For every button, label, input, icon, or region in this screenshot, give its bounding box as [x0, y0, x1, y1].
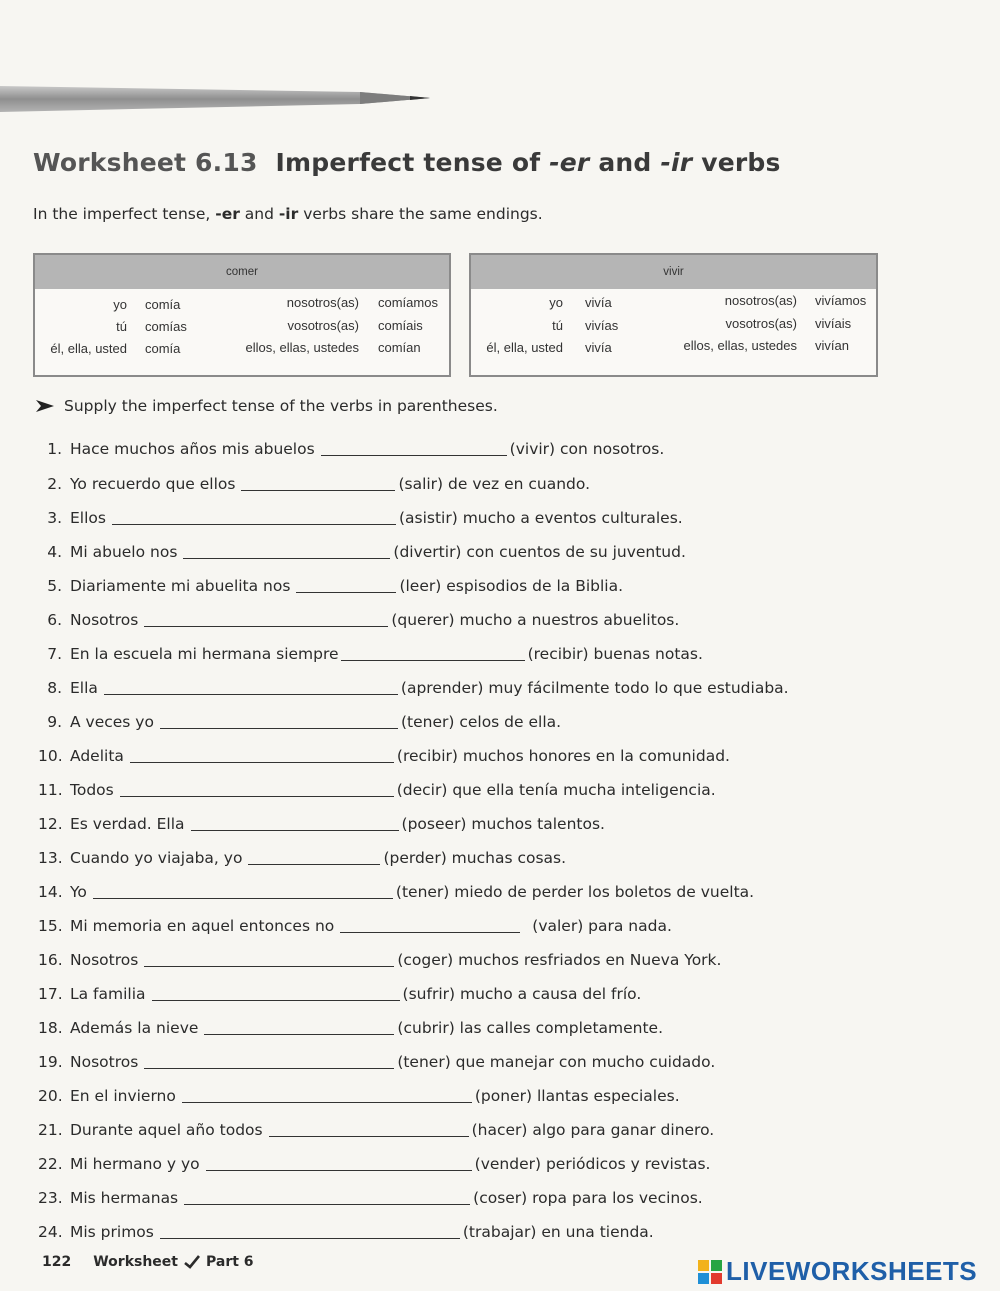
- question-verb-hint: (recibir) muchos honores en la comunidad.: [396, 747, 730, 765]
- question-row: [38, 713, 561, 731]
- instructions-text: Supply the imperfect tense of the verbs in parentheses.: [64, 397, 498, 415]
- question-prompt: Durante aquel año todos: [70, 1121, 263, 1139]
- answer-blank[interactable]: [269, 1122, 469, 1137]
- question-number: 4.: [47, 543, 62, 561]
- pencil-illustration: [0, 84, 430, 114]
- comer-pronoun-vosotros: vosotros(as): [287, 318, 359, 333]
- answer-blank[interactable]: [182, 1088, 472, 1103]
- question-verb-hint: (querer) mucho a nuestros abuelitos.: [391, 611, 680, 629]
- question-number: 3.: [47, 509, 62, 527]
- answer-blank[interactable]: [340, 918, 520, 933]
- question-verb-hint: (perder) muchas cosas.: [383, 849, 567, 867]
- question-prompt: Yo recuerdo que ellos: [70, 475, 236, 493]
- question-row: [38, 849, 566, 867]
- vivir-form-nosotros: vivíamos: [815, 293, 867, 308]
- question-verb-hint: (vivir) con nosotros.: [509, 440, 665, 458]
- vivir-pronoun-yo: yo: [549, 295, 563, 310]
- vivir-form-vosotros: vivíais: [815, 316, 852, 331]
- question-row: [38, 917, 672, 935]
- comer-pronoun-el: él, ella, usted: [50, 341, 127, 356]
- comer-form-tu: comías: [145, 319, 187, 334]
- question-verb-hint: (poner) llantas especiales.: [474, 1087, 680, 1105]
- question-prompt: La familia: [70, 985, 146, 1003]
- question-prompt: Adelita: [70, 747, 124, 765]
- question-row: [38, 781, 716, 799]
- intro-ir: -ir: [278, 205, 299, 223]
- question-verb-hint: (tener) que manejar con mucho cuidado.: [397, 1053, 716, 1071]
- question-prompt: Mi hermano y yo: [70, 1155, 200, 1173]
- answer-blank[interactable]: [104, 680, 398, 695]
- question-row: [38, 611, 679, 629]
- question-prompt: Mi memoria en aquel entonces no: [70, 917, 335, 935]
- question-row: [38, 577, 623, 595]
- answer-blank[interactable]: [296, 578, 396, 593]
- page-number: 122: [42, 1254, 72, 1270]
- question-number: 6.: [47, 611, 62, 629]
- answer-blank[interactable]: [248, 850, 380, 865]
- vivir-conjugation-table: [469, 253, 878, 377]
- vivir-table-header: vivir: [471, 255, 876, 289]
- question-prompt: En el invierno: [70, 1087, 176, 1105]
- vivir-form-tu: vivías: [585, 318, 619, 333]
- comer-pronoun-ellos: ellos, ellas, ustedes: [245, 340, 359, 355]
- worksheet-number: Worksheet 6.13: [33, 148, 258, 177]
- liveworksheets-watermark: [698, 1256, 977, 1287]
- question-number: 11.: [38, 781, 63, 799]
- comer-form-ellos: comían: [378, 340, 421, 355]
- question-row: [38, 1155, 710, 1173]
- question-number: 19.: [38, 1053, 63, 1071]
- answer-blank[interactable]: [204, 1020, 394, 1035]
- question-row: [38, 883, 754, 901]
- question-verb-hint: (coger) muchos resfriados en Nueva York.: [397, 951, 722, 969]
- question-number: 9.: [47, 713, 62, 731]
- question-verb-hint: (decir) que ella tenía mucha inteligencia.: [396, 781, 716, 799]
- footer-part: Part 6: [206, 1254, 254, 1270]
- question-number: 21.: [38, 1121, 63, 1139]
- answer-blank[interactable]: [191, 816, 399, 831]
- question-verb-hint: (aprender) muy fácilmente todo lo que estudiaba.: [400, 679, 789, 697]
- answer-blank[interactable]: [130, 748, 394, 763]
- question-number: 17.: [38, 985, 63, 1003]
- question-prompt: Hace muchos años mis abuelos: [70, 440, 315, 458]
- question-prompt: Además la nieve: [70, 1019, 199, 1037]
- checkmark-icon: [184, 1255, 200, 1269]
- vivir-form-yo: vivía: [585, 295, 612, 310]
- question-verb-hint: (poseer) muchos talentos.: [401, 815, 605, 833]
- title-text-3: verbs: [692, 148, 781, 177]
- question-number: 5.: [47, 577, 62, 595]
- answer-blank[interactable]: [112, 510, 396, 525]
- answer-blank[interactable]: [144, 1054, 394, 1069]
- question-number: 24.: [38, 1223, 63, 1241]
- question-prompt: Nosotros: [70, 611, 139, 629]
- title-text-2: and: [589, 148, 661, 177]
- question-number: 23.: [38, 1189, 63, 1207]
- question-row: [38, 815, 605, 833]
- answer-blank[interactable]: [93, 884, 393, 899]
- question-prompt: Ella: [70, 679, 98, 697]
- vivir-pronoun-tu: tú: [552, 318, 563, 333]
- question-number: 16.: [38, 951, 63, 969]
- vivir-pronoun-vosotros: vosotros(as): [725, 316, 797, 331]
- question-prompt: Nosotros: [70, 951, 139, 969]
- question-number: 1.: [47, 440, 62, 458]
- question-prompt: En la escuela mi hermana siempre: [70, 645, 339, 663]
- question-row: [38, 1053, 715, 1071]
- question-number: 22.: [38, 1155, 63, 1173]
- answer-blank[interactable]: [321, 441, 507, 456]
- question-prompt: Mis hermanas: [70, 1189, 179, 1207]
- question-prompt: Nosotros: [70, 1053, 139, 1071]
- question-number: 15.: [38, 917, 63, 935]
- question-prompt: Yo: [70, 883, 87, 901]
- question-prompt: Ellos: [70, 509, 106, 527]
- question-row: [38, 475, 590, 493]
- question-row: [38, 543, 686, 561]
- question-row: [38, 747, 730, 765]
- footer-label: Worksheet: [93, 1254, 178, 1270]
- comer-form-nosotros: comíamos: [378, 295, 438, 310]
- question-row: [38, 440, 664, 458]
- question-row: [38, 679, 789, 697]
- intro-part-2: and: [239, 205, 279, 223]
- question-number: 10.: [38, 747, 63, 765]
- answer-blank[interactable]: [152, 986, 400, 1001]
- question-number: 8.: [47, 679, 62, 697]
- comer-form-yo: comía: [145, 297, 181, 312]
- question-verb-hint: (trabajar) en una tienda.: [462, 1223, 654, 1241]
- question-verb-hint: (asistir) mucho a eventos culturales.: [398, 509, 683, 527]
- question-verb-hint: (leer) espisodios de la Biblia.: [399, 577, 624, 595]
- answer-blank[interactable]: [160, 1224, 460, 1239]
- question-row: [38, 985, 641, 1003]
- vivir-form-el: vivía: [585, 340, 612, 355]
- question-row: [38, 509, 683, 527]
- question-verb-hint: (salir) de vez en cuando.: [398, 475, 591, 493]
- question-number: 7.: [47, 645, 62, 663]
- question-verb-hint: (hacer) algo para ganar dinero.: [471, 1121, 715, 1139]
- question-verb-hint: (recibir) buenas notas.: [527, 645, 703, 663]
- question-verb-hint: (cubrir) las calles completamente.: [397, 1019, 664, 1037]
- question-prompt: Todos: [70, 781, 114, 799]
- question-row: [38, 1019, 663, 1037]
- vivir-pronoun-nosotros: nosotros(as): [724, 293, 797, 308]
- comer-conjugation-table: [33, 253, 451, 377]
- comer-pronoun-nosotros: nosotros(as): [286, 295, 359, 310]
- question-verb-hint: (sufrir) mucho a causa del frío.: [402, 985, 642, 1003]
- question-prompt: A veces yo: [70, 713, 154, 731]
- question-prompt: Diariamente mi abuelita nos: [70, 577, 291, 595]
- question-row: [38, 1087, 680, 1105]
- watermark-text: LIVEWORKSHEETS: [726, 1256, 978, 1286]
- answer-blank[interactable]: [241, 476, 395, 491]
- answer-blank[interactable]: [183, 544, 390, 559]
- question-number: 14.: [38, 883, 63, 901]
- answer-blank[interactable]: [341, 646, 525, 661]
- question-verb-hint: (vender) periódicos y revistas.: [474, 1155, 711, 1173]
- question-number: 20.: [38, 1087, 63, 1105]
- answer-blank[interactable]: [206, 1156, 472, 1171]
- intro-er: -er: [215, 205, 240, 223]
- liveworksheets-logo-icon: [698, 1260, 722, 1284]
- question-prompt: Es verdad. Ella: [70, 815, 185, 833]
- question-row: [38, 951, 721, 969]
- question-prompt: Mi abuelo nos: [70, 543, 178, 561]
- question-number: 13.: [38, 849, 63, 867]
- question-number: 2.: [47, 475, 62, 493]
- vivir-form-ellos: vivían: [815, 338, 849, 353]
- vivir-pronoun-el: él, ella, usted: [486, 340, 563, 355]
- question-row: [38, 645, 703, 663]
- question-verb-hint: (tener) miedo de perder los boletos de vuelta.: [395, 883, 755, 901]
- comer-form-el: comía: [145, 341, 181, 356]
- answer-blank[interactable]: [144, 952, 394, 967]
- answer-blank[interactable]: [160, 714, 398, 729]
- question-verb-hint: (valer) para nada.: [532, 917, 672, 935]
- title-ir: -ir: [660, 148, 693, 177]
- answer-blank[interactable]: [120, 782, 394, 797]
- question-number: 12.: [38, 815, 63, 833]
- page-footer: [42, 1254, 254, 1270]
- instructions: [36, 397, 498, 415]
- question-row: [38, 1223, 654, 1241]
- question-verb-hint: (coser) ropa para los vecinos.: [473, 1189, 703, 1207]
- comer-pronoun-tu: tú: [116, 319, 127, 334]
- question-row: [38, 1189, 703, 1207]
- comer-pronoun-yo: yo: [113, 297, 127, 312]
- intro-part-1: In the imperfect tense,: [33, 205, 216, 223]
- comer-form-vosotros: comíais: [378, 318, 423, 333]
- question-verb-hint: (divertir) con cuentos de su juventud.: [393, 543, 686, 561]
- question-row: [38, 1121, 714, 1139]
- title-text-1: Imperfect tense of: [275, 148, 550, 177]
- vivir-pronoun-ellos: ellos, ellas, ustedes: [683, 338, 797, 353]
- comer-table-header: comer: [35, 255, 449, 289]
- question-prompt: Mis primos: [70, 1223, 154, 1241]
- title-er: -er: [549, 148, 590, 177]
- question-verb-hint: (tener) celos de ella.: [400, 713, 562, 731]
- intro-part-3: verbs share the same endings.: [298, 205, 543, 223]
- intro-text: [33, 205, 543, 223]
- question-prompt: Cuando yo viajaba, yo: [70, 849, 243, 867]
- worksheet-title: [33, 148, 781, 177]
- arrow-right-icon: [36, 400, 54, 412]
- answer-blank[interactable]: [144, 612, 388, 627]
- answer-blank[interactable]: [184, 1190, 470, 1205]
- question-number: 18.: [38, 1019, 63, 1037]
